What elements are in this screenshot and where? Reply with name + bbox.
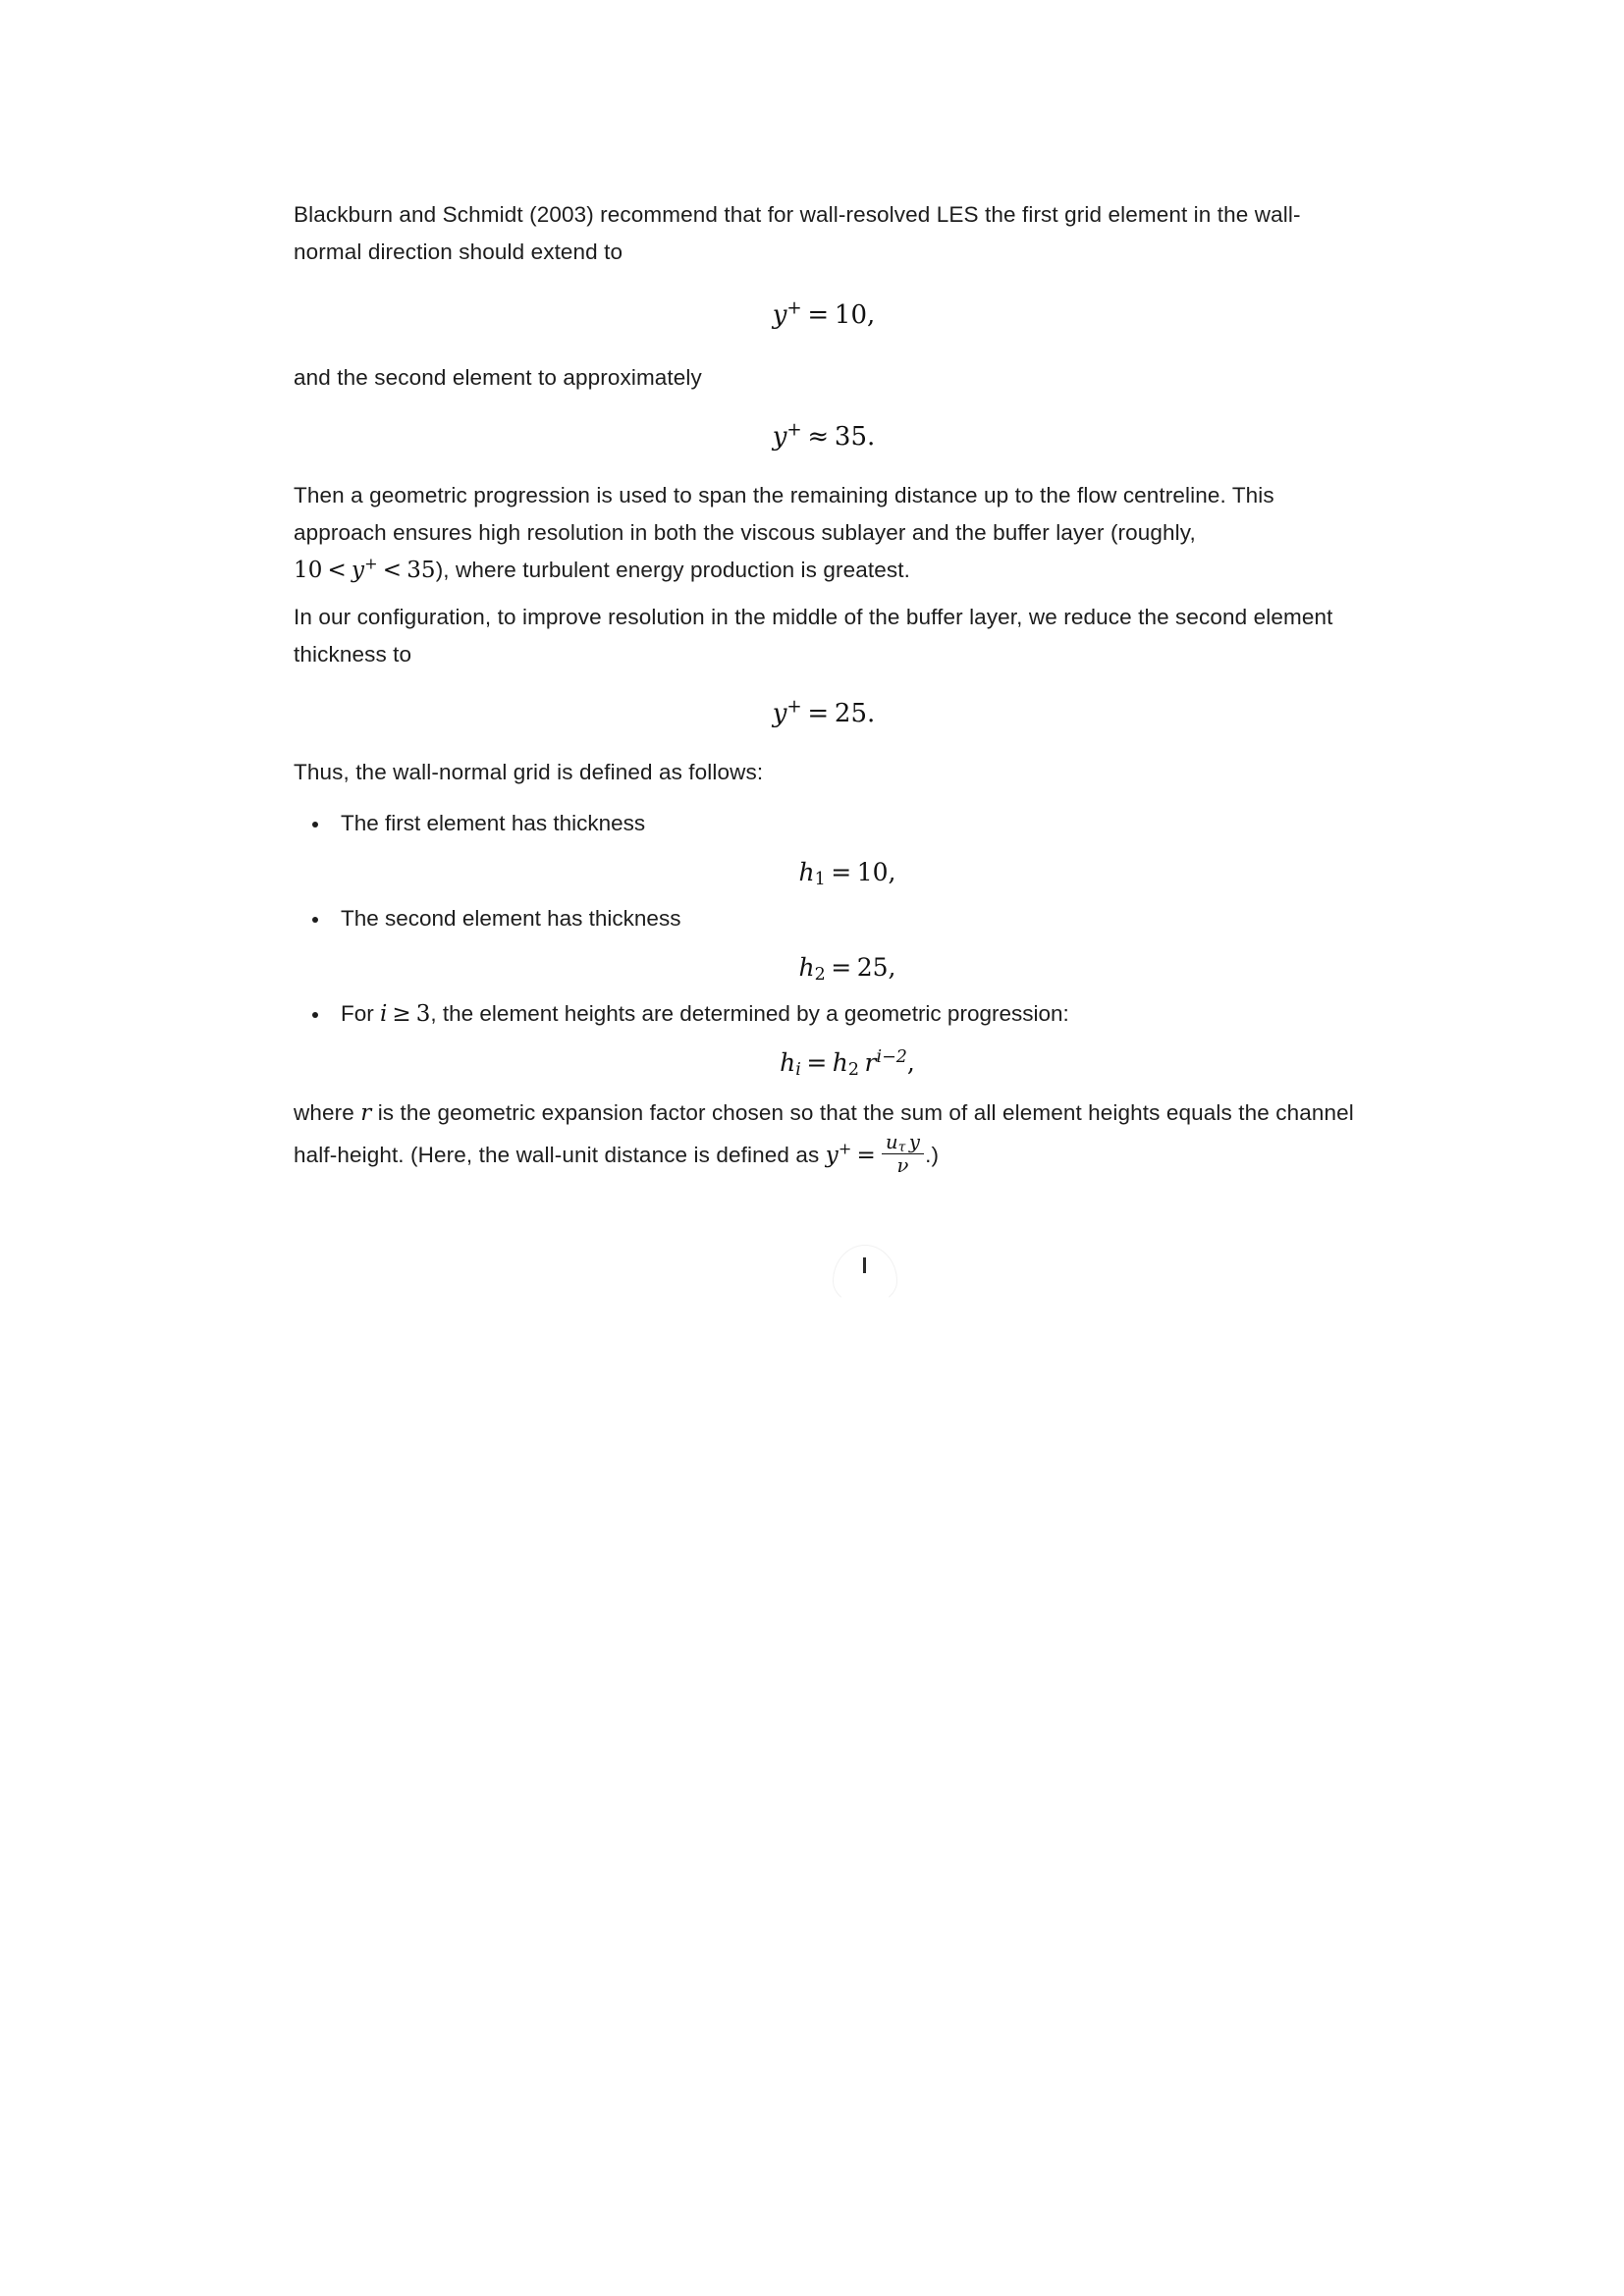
fraction-numerator-y: y — [908, 1131, 921, 1153]
equation-yplus-10-superscript: + — [786, 297, 802, 319]
equation-yplus-10-operator: = — [807, 300, 830, 330]
paragraph-geometric-progression — [294, 477, 1354, 589]
grid-definition-list — [294, 805, 1354, 1080]
equation-yplus-25-operator: = — [807, 699, 830, 728]
equation-h1-value: 10 — [856, 858, 889, 886]
paragraph-closing-mid: is the geometric expansion factor chosen so that the sum of all element heights equals the channel half-height. (Here, the wall-unit distance is defined as — [294, 1100, 1354, 1167]
equation-yplus-10-value: 10 — [834, 300, 867, 330]
paragraph-reduce-intro: In our configuration, to improve resolution in the middle of the buffer layer, we reduce the second element thickness to — [294, 605, 1333, 667]
equation-h1-operator: = — [831, 858, 852, 886]
equation-yplus-35-value: 35 — [834, 422, 867, 452]
equation-yplus-10-variable: y — [772, 300, 787, 330]
inline-yplus-def-fraction — [882, 1132, 923, 1176]
equation-h1-10 — [341, 858, 1354, 889]
fraction-numerator-u: u — [885, 1131, 898, 1153]
fraction-denominator-nu: ν — [896, 1154, 909, 1178]
inline-yplus-def-variable: y — [825, 1142, 839, 1168]
render-artifact — [833, 1245, 897, 1306]
equation-hi-punctuation: , — [906, 1048, 915, 1077]
inline-buffer-operator-1: < — [327, 558, 347, 583]
inline-buffer-superscript: + — [364, 554, 378, 573]
render-artifact-tick — [863, 1257, 866, 1273]
list-item-prefix: For — [341, 1001, 381, 1026]
inline-math-r: r — [360, 1100, 372, 1126]
list-item-label-first-element: The first element has thickness — [341, 811, 646, 835]
equation-yplus-25 — [294, 696, 1354, 728]
equation-yplus-35-punctuation: . — [867, 422, 876, 452]
inline-i-value: 3 — [415, 1001, 431, 1027]
list-item-label-second-element: The second element has thickness — [341, 906, 681, 931]
equation-hi-rhs-exponent: i−2 — [876, 1046, 907, 1067]
document-content — [294, 196, 1354, 1190]
equation-hi-rhs-subscript-2: 2 — [847, 1059, 860, 1080]
equation-h1-subscript: 1 — [814, 869, 826, 889]
inline-math-buffer-range — [294, 554, 436, 583]
equation-hi-rhs-variable-h: h — [832, 1048, 848, 1077]
equation-yplus-10-punctuation: , — [867, 300, 876, 330]
paragraph-buffer-suffix: ), where turbulent energy production is greatest. — [435, 558, 910, 582]
paragraph-second-element-intro: and the second element to approximately — [294, 365, 702, 390]
list-item — [294, 995, 1354, 1080]
inline-math-yplus-definition — [825, 1131, 925, 1178]
inline-buffer-operator-2: < — [382, 558, 403, 583]
inline-yplus-def-operator: = — [856, 1142, 876, 1168]
list-item-label-geometric-progression — [341, 995, 1354, 1033]
list-item — [294, 805, 1354, 889]
fraction-denominator — [882, 1154, 923, 1176]
equation-h2-value: 25 — [856, 953, 889, 982]
equation-yplus-35-operator: ≈ — [807, 422, 830, 452]
equation-h1-variable: h — [798, 858, 815, 886]
inline-buffer-variable: y — [351, 558, 365, 583]
equation-yplus-35 — [294, 419, 1354, 452]
inline-yplus-def-superscript: + — [838, 1139, 852, 1158]
equation-h2-punctuation: , — [888, 953, 896, 982]
paragraph-geometric-progression-text: Then a geometric progression is used to span the remaining distance up to the flow centreline. This approach ensures high resolution in both the viscous sublayer and the buffer layer — [294, 483, 1274, 545]
equation-yplus-35-superscript: + — [786, 419, 802, 441]
equation-h2-variable: h — [798, 953, 815, 982]
list-item-suffix: , the element heights are determined by a geometric progression: — [430, 1001, 1069, 1026]
inline-i-variable: i — [380, 1001, 388, 1027]
list-item — [294, 900, 1354, 985]
paragraph-buffer-prefix: (roughly, — [1110, 520, 1196, 545]
equation-yplus-35-variable: y — [772, 422, 787, 452]
equation-yplus-25-variable: y — [772, 699, 787, 728]
inline-i-operator: ≥ — [392, 1001, 411, 1027]
equation-yplus-25-punctuation: . — [867, 699, 876, 728]
equation-h2-operator: = — [831, 953, 852, 982]
paragraph-closing-suffix: .) — [925, 1142, 940, 1167]
equation-hi-operator: = — [806, 1048, 828, 1077]
equation-hi-rhs-variable-r: r — [864, 1048, 877, 1077]
equation-h2-subscript: 2 — [814, 964, 826, 985]
paragraph-closing — [294, 1095, 1354, 1176]
inline-buffer-high: 35 — [406, 558, 436, 583]
equation-h2-25 — [341, 953, 1354, 985]
equation-hi-subscript: i — [795, 1059, 801, 1080]
inline-math-i-ge-3 — [380, 1001, 430, 1027]
equation-yplus-10 — [294, 297, 1354, 330]
equation-h1-punctuation: , — [888, 858, 896, 886]
paragraph-closing-prefix: where — [294, 1100, 361, 1125]
inline-buffer-low: 10 — [294, 558, 323, 583]
equation-yplus-25-value: 25 — [834, 699, 867, 728]
equation-yplus-25-superscript: + — [786, 696, 802, 718]
equation-hi-variable: h — [780, 1048, 796, 1077]
fraction-numerator — [882, 1132, 923, 1154]
equation-hi-geometric — [341, 1046, 1354, 1080]
fraction-numerator-tau-subscript: τ — [897, 1140, 906, 1155]
paragraph-grid-defined: Thus, the wall-normal grid is defined as follows: — [294, 760, 764, 784]
paragraph-intro: Blackburn and Schmidt (2003) recommend that for wall-resolved LES the first grid element in the wall-normal direction should extend to — [294, 202, 1301, 264]
